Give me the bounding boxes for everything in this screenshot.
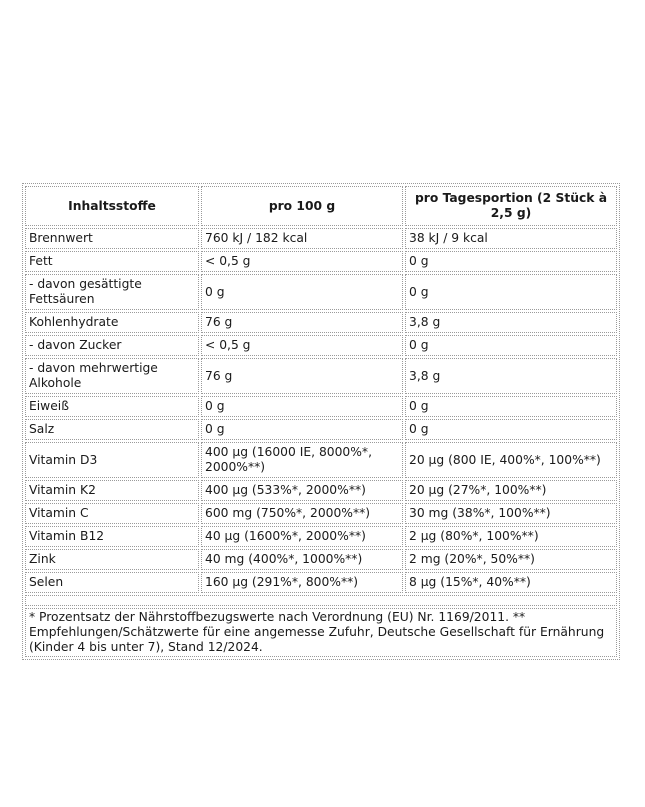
row-label: Selen xyxy=(25,572,199,593)
row-value-100g: 160 µg (291%*, 800%**) xyxy=(201,572,403,593)
nutrition-table xyxy=(22,183,620,660)
spacer-row xyxy=(25,595,617,606)
spacer-cell xyxy=(25,595,617,606)
row-label: Zink xyxy=(25,549,199,570)
row-label: Vitamin B12 xyxy=(25,526,199,547)
table-row xyxy=(25,442,617,478)
row-value-portion: 30 mg (38%*, 100%**) xyxy=(405,503,617,524)
row-label: - davon gesättigte Fettsäuren xyxy=(25,274,199,310)
nutrition-table-container xyxy=(22,183,620,660)
row-value-100g: 0 g xyxy=(201,396,403,417)
table-row xyxy=(25,549,617,570)
row-label: Brennwert xyxy=(25,228,199,249)
row-value-portion: 3,8 g xyxy=(405,312,617,333)
row-value-portion: 38 kJ / 9 kcal xyxy=(405,228,617,249)
row-value-100g: 760 kJ / 182 kcal xyxy=(201,228,403,249)
row-value-100g: 400 µg (16000 IE, 8000%*, 2000%**) xyxy=(201,442,403,478)
table-row xyxy=(25,572,617,593)
table-row xyxy=(25,503,617,524)
row-value-100g: 400 µg (533%*, 2000%**) xyxy=(201,480,403,501)
row-label: Vitamin C xyxy=(25,503,199,524)
row-value-100g: 76 g xyxy=(201,358,403,394)
header-ingredients: Inhaltsstoffe xyxy=(25,186,199,226)
table-row xyxy=(25,274,617,310)
row-value-100g: 0 g xyxy=(201,419,403,440)
row-value-portion: 20 µg (27%*, 100%**) xyxy=(405,480,617,501)
row-value-portion: 0 g xyxy=(405,335,617,356)
row-value-100g: < 0,5 g xyxy=(201,251,403,272)
table-row xyxy=(25,312,617,333)
table-header-row xyxy=(25,186,617,226)
row-value-100g: < 0,5 g xyxy=(201,335,403,356)
row-label: - davon Zucker xyxy=(25,335,199,356)
row-value-portion: 0 g xyxy=(405,396,617,417)
row-value-100g: 76 g xyxy=(201,312,403,333)
row-label: Vitamin K2 xyxy=(25,480,199,501)
row-label: Vitamin D3 xyxy=(25,442,199,478)
row-label: Kohlenhydrate xyxy=(25,312,199,333)
row-value-portion: 2 mg (20%*, 50%**) xyxy=(405,549,617,570)
header-per-daily-portion: pro Tagesportion (2 Stück à 2,5 g) xyxy=(405,186,617,226)
table-row xyxy=(25,526,617,547)
table-row xyxy=(25,228,617,249)
row-label: Eiweiß xyxy=(25,396,199,417)
table-row xyxy=(25,419,617,440)
row-value-100g: 0 g xyxy=(201,274,403,310)
row-value-portion: 0 g xyxy=(405,251,617,272)
row-value-portion: 3,8 g xyxy=(405,358,617,394)
row-value-portion: 8 µg (15%*, 40%**) xyxy=(405,572,617,593)
row-value-100g: 40 µg (1600%*, 2000%**) xyxy=(201,526,403,547)
row-value-100g: 600 mg (750%*, 2000%**) xyxy=(201,503,403,524)
row-value-portion: 2 µg (80%*, 100%**) xyxy=(405,526,617,547)
table-row xyxy=(25,480,617,501)
table-row xyxy=(25,251,617,272)
row-value-portion: 20 µg (800 IE, 400%*, 100%**) xyxy=(405,442,617,478)
table-row xyxy=(25,396,617,417)
table-row xyxy=(25,335,617,356)
row-label: Fett xyxy=(25,251,199,272)
header-per-100g: pro 100 g xyxy=(201,186,403,226)
row-label: Salz xyxy=(25,419,199,440)
footnote-row xyxy=(25,608,617,657)
row-value-100g: 40 mg (400%*, 1000%**) xyxy=(201,549,403,570)
row-label: - davon mehrwertige Alkohole xyxy=(25,358,199,394)
table-row xyxy=(25,358,617,394)
footnote-text: * Prozentsatz der Nährstoffbezugswerte nach Verordnung (EU) Nr. 1169/2011. ** Empfehlungen/Schätzwerte für eine angemesse Zufuhr, Deutsche Gesellschaft für Ernährung (Kinder 4 bis unter 7), Stand 12/2024. xyxy=(25,608,617,657)
row-value-portion: 0 g xyxy=(405,419,617,440)
row-value-portion: 0 g xyxy=(405,274,617,310)
